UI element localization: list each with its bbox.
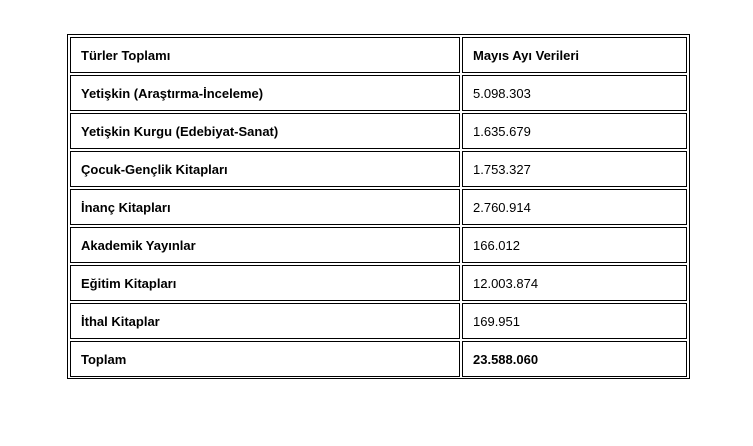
row-label: İnanç Kitapları <box>70 189 460 225</box>
row-value: 1.635.679 <box>462 113 687 149</box>
row-value: 166.012 <box>462 227 687 263</box>
row-value: 169.951 <box>462 303 687 339</box>
row-label: Yetişkin Kurgu (Edebiyat-Sanat) <box>70 113 460 149</box>
header-may-data: Mayıs Ayı Verileri <box>462 37 687 73</box>
table-row <box>70 227 687 263</box>
row-label: Çocuk-Gençlik Kitapları <box>70 151 460 187</box>
data-table-container <box>67 34 690 379</box>
total-value: 23.588.060 <box>462 341 687 377</box>
table-header-row <box>70 37 687 73</box>
table-total-row <box>70 341 687 377</box>
row-label: İthal Kitaplar <box>70 303 460 339</box>
row-value: 2.760.914 <box>462 189 687 225</box>
row-label: Akademik Yayınlar <box>70 227 460 263</box>
total-label: Toplam <box>70 341 460 377</box>
table-row <box>70 265 687 301</box>
row-label: Eğitim Kitapları <box>70 265 460 301</box>
table-row <box>70 113 687 149</box>
row-label: Yetişkin (Araştırma-İnceleme) <box>70 75 460 111</box>
header-category: Türler Toplamı <box>70 37 460 73</box>
book-categories-table <box>68 35 689 379</box>
table-row <box>70 303 687 339</box>
table-row <box>70 189 687 225</box>
table-row <box>70 75 687 111</box>
row-value: 12.003.874 <box>462 265 687 301</box>
table-row <box>70 151 687 187</box>
row-value: 1.753.327 <box>462 151 687 187</box>
row-value: 5.098.303 <box>462 75 687 111</box>
